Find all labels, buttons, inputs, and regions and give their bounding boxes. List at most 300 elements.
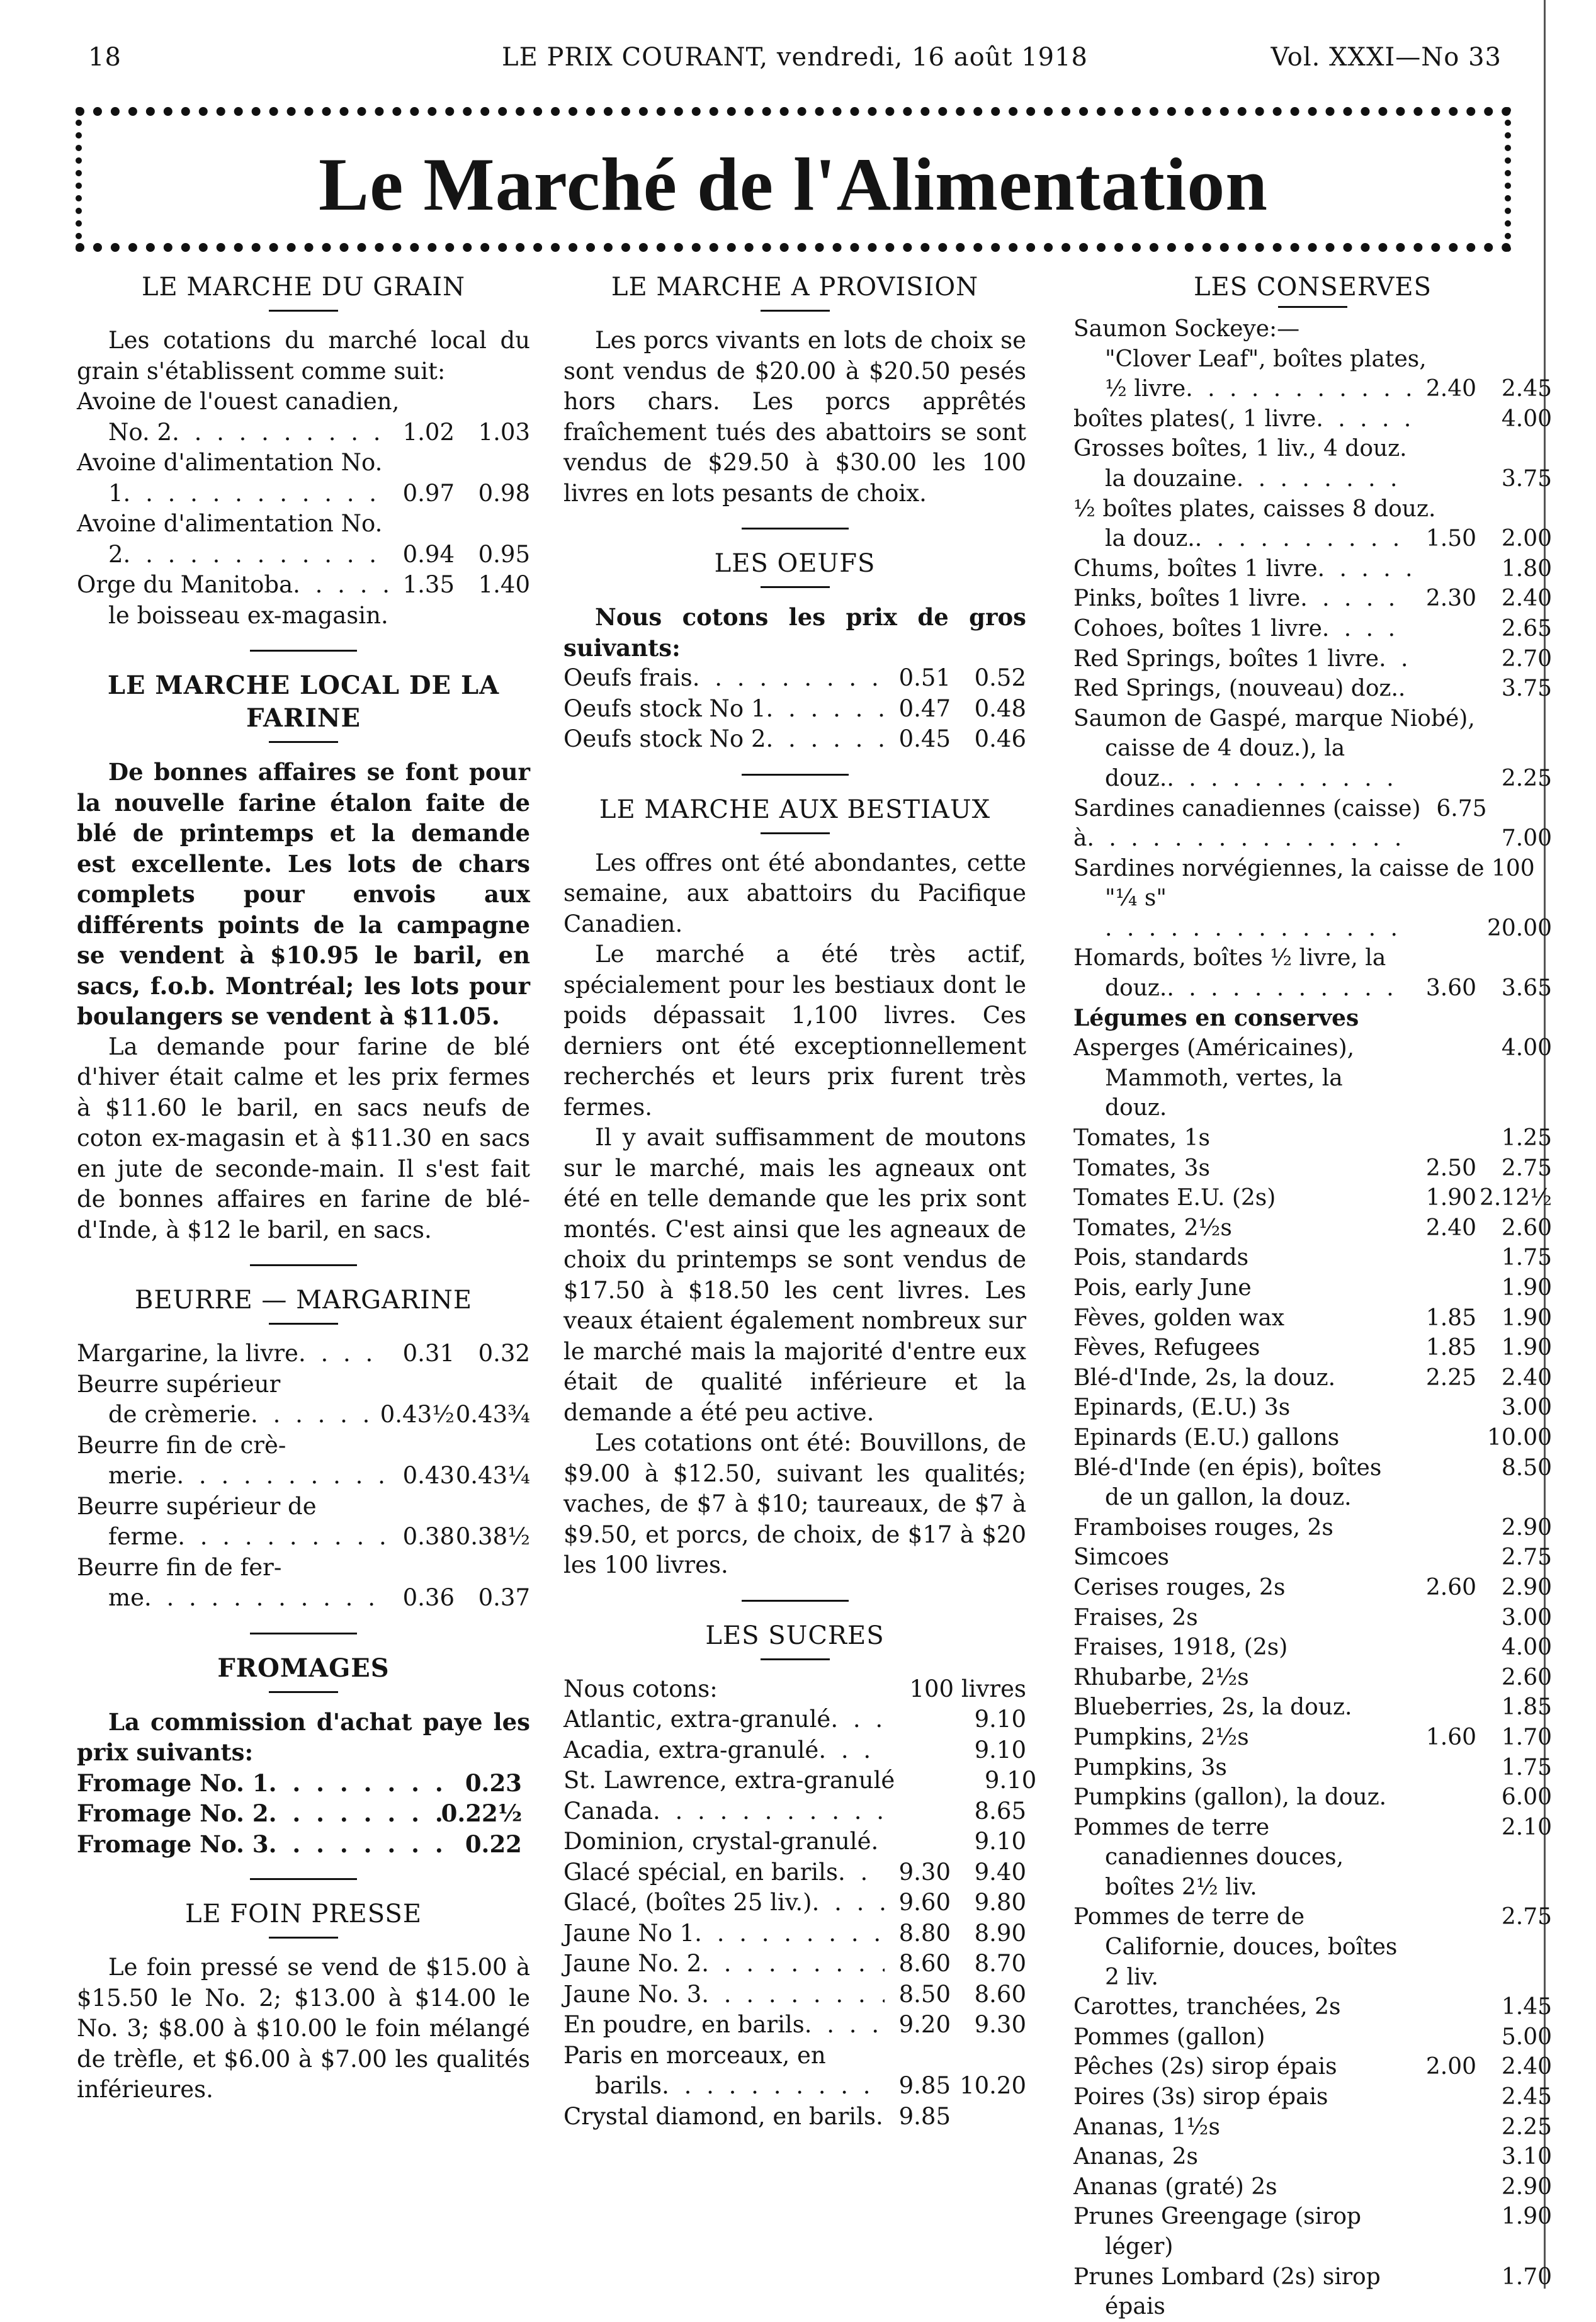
legume-row [1073, 1123, 1552, 1153]
sucre-label-sub: barils [595, 2072, 662, 2099]
conserve-label: Sardines canadiennes (caisse) [1073, 795, 1421, 822]
price-high: 2.60 [1501, 1215, 1552, 1241]
legume-label: Ananas, 2s [1073, 2144, 1199, 2170]
price-low: 2.30 [1425, 586, 1476, 612]
price-low: 2.60 [1425, 1574, 1476, 1600]
price-low: 0.38 [402, 1523, 455, 1550]
grain-row [77, 509, 530, 570]
price-low: 2.00 [1425, 2054, 1476, 2080]
grain-row-sub: No. 2 [108, 418, 173, 446]
oeufs-row [563, 663, 1026, 694]
legume-row [1073, 1303, 1552, 1334]
sucre-label: Atlantic, extra-granulé [563, 1706, 831, 1733]
sucres-intro-right: 100 livres [909, 1675, 1026, 1702]
beurre-row [77, 1492, 530, 1553]
price-high: 2.45 [1501, 2084, 1552, 2110]
legume-label: Blé-d'Inde (en épis), boîtes de un gallon, la douz. [1073, 1454, 1382, 1511]
price-high: 9.80 [974, 1889, 1026, 1916]
price-high: 6.00 [1501, 1784, 1552, 1811]
price-low: 2.50 [1425, 1155, 1476, 1181]
conserve-row [1073, 854, 1552, 944]
price-low: 0.45 [898, 725, 951, 752]
price-high: 8.65 [974, 1797, 1026, 1825]
price-high: 1.75 [1501, 1245, 1552, 1271]
legume-row [1073, 2172, 1552, 2202]
sucre-label: St. Lawrence, extra-granulé [563, 1767, 895, 1794]
grain-intro: Les cotations du marché local du grain s'établissent comme suit: [77, 327, 530, 385]
oeufs-intro: Nous cotons les prix de gros suivants: [563, 603, 1026, 662]
bestiaux-para-3: Il y avait suffisamment de moutons sur le marché, mais les agneaux ont été en telle demande que les prix sont montés. C'est ainsi que les agneaux de choix du printemps se sont vendus de $17.50 à $18.50 les cent livres. Les veaux étaient également nombreux sur le marché mais la majorité d'entre eux était de qualité inférieure et la demande a été peu active. [563, 1124, 1026, 1426]
price-high: 1.40 [478, 571, 530, 598]
conserve-label-sub: la douz. [1105, 526, 1195, 552]
sucre-row [563, 1949, 1026, 1979]
price-low: 0.31 [402, 1340, 455, 1367]
legume-label: Poires (3s) sirop épais [1073, 2084, 1328, 2110]
legume-label: Epinards, (E.U.) 3s [1073, 1395, 1291, 1421]
legume-label: Pommes (gallon) [1073, 2024, 1265, 2050]
legume-row [1073, 1183, 1552, 1213]
foin-heading: LE FOIN PRESSE [184, 1900, 422, 1928]
sucre-row [563, 1735, 1026, 1766]
price-low: 1.60 [1425, 1724, 1476, 1750]
legume-label: Pumpkins, 3s [1073, 1754, 1227, 1781]
conserve-label: Chums, boîtes 1 livre [1073, 555, 1318, 582]
price-high: 3.75 [1501, 676, 1552, 702]
volume-number: Vol. XXXI—No 33 [1271, 43, 1502, 72]
price-high: 5.00 [1501, 2024, 1552, 2050]
price-high: 9.10 [974, 1828, 1026, 1855]
price-high: 1.75 [1501, 1754, 1552, 1781]
section-rule [250, 650, 357, 652]
provision-heading: LE MARCHE A PROVISION [611, 273, 979, 302]
price-low: 9.85 [898, 2102, 951, 2130]
saumon-title: Saumon Sockeye:— [1073, 316, 1300, 342]
sucre-row [563, 1857, 1026, 1888]
sucres-intro-left: Nous cotons: [563, 1675, 718, 1702]
price-high: 20.00 [1486, 915, 1552, 941]
conserve-label-sub: ½ livre [1105, 376, 1186, 402]
sucre-row [563, 1826, 1026, 1857]
heading-rule [269, 1323, 338, 1325]
legume-row [1073, 2112, 1552, 2143]
oeufs-label: Oeufs stock No 1 [563, 694, 766, 722]
oeufs-heading: LES OEUFS [714, 549, 876, 578]
price-high: 1.90 [1501, 1275, 1552, 1301]
sucre-row [563, 1765, 1037, 1796]
conserve-label-sub: douz. [1105, 975, 1167, 1002]
sucre-label: Glacé spécial, en barils [563, 1858, 838, 1886]
grain-row-label: Avoine d'alimentation No. [77, 510, 383, 537]
price-high: 10.00 [1486, 1424, 1552, 1451]
heading-rule [761, 310, 830, 312]
bestiaux-para-4: Les cotations ont été: Bouvillons, de $9.00 à $12.50, suivant les qualités; vaches, de $7 à $10; taureaux, de $7 à $9.50, et porcs, de choix, de $17 à $20 les 100 livres. [563, 1429, 1026, 1578]
legume-row [1073, 1723, 1552, 1753]
legume-row [1073, 1692, 1552, 1723]
conserve-row [1073, 584, 1552, 614]
oeufs-label: Oeufs frais [563, 664, 693, 691]
legume-row [1073, 1393, 1552, 1423]
price-high: 3.65 [1501, 975, 1552, 1002]
conserve-row [1073, 644, 1552, 674]
price-low: 2.40 [1425, 376, 1476, 402]
price-low: 0.97 [402, 479, 455, 507]
conserve-row [1073, 494, 1552, 554]
grain-row [77, 570, 530, 601]
fromage-row [77, 1798, 530, 1829]
fromage-row [77, 1829, 530, 1860]
price-high: 2.90 [1501, 1574, 1552, 1600]
section-rule [250, 1264, 357, 1266]
price-low: 1.85 [1425, 1335, 1476, 1361]
conserve-label: à [1073, 825, 1087, 852]
price-low: 3.60 [1425, 975, 1476, 1002]
price-high: 3.00 [1501, 1395, 1552, 1421]
heading-rule [269, 1937, 338, 1939]
price-high: 8.90 [974, 1919, 1026, 1947]
conserve-row [1073, 344, 1552, 404]
legume-label: Asperges (Américaines), Mammoth, vertes, la douz. [1073, 1035, 1355, 1121]
legume-label: Fèves, Refugees [1073, 1335, 1260, 1361]
conserve-row [1073, 614, 1552, 644]
sucre-label: En poudre, en barils [563, 2011, 805, 2038]
beurre-row-label: Beurre supérieur [77, 1370, 281, 1398]
legume-row [1073, 1782, 1552, 1813]
legume-label: Tomates E.U. (2s) [1073, 1185, 1276, 1211]
price-high: 0.95 [478, 540, 530, 568]
price-high: 1.85 [1501, 1694, 1552, 1721]
beurre-heading: BEURRE — MARGARINE [134, 1286, 473, 1315]
grain-note: le boisseau ex-magasin. [108, 601, 388, 629]
fromage-label: Fromage No. 1 [77, 1769, 269, 1797]
conserve-label: Cohoes, boîtes 1 livre [1073, 615, 1322, 642]
masthead-title: Le Marché de l'Alimentation [319, 142, 1268, 226]
beurre-row-sub: de crèmerie [108, 1401, 251, 1428]
legume-label: Blé-d'Inde, 2s, la douz. [1073, 1364, 1336, 1391]
legume-label: Simcoes [1073, 1544, 1169, 1571]
conserve-label: "Clover Leaf", boîtes plates, [1105, 346, 1427, 372]
legume-label: Epinards (E.U.) gallons [1073, 1424, 1340, 1451]
price-high: 2.75 [1501, 1544, 1552, 1571]
sucre-label: Jaune No. 3 [563, 1980, 702, 2008]
legume-label: Prunes Greengage (sirop léger) [1073, 2204, 1362, 2260]
legume-row [1073, 2262, 1552, 2322]
legume-label: Pêches (2s) sirop épais [1073, 2054, 1337, 2080]
beurre-row-label: Beurre fin de fer- [77, 1553, 282, 1581]
price-low: 9.60 [898, 1889, 951, 1916]
heading-rule [761, 832, 830, 834]
sucre-label: Canada [563, 1797, 654, 1825]
farine-heading: LE MARCHE LOCAL DE LA FARINE [107, 671, 500, 733]
legume-row [1073, 1153, 1552, 1184]
legume-label: Fraises, 1918, (2s) [1073, 1634, 1288, 1661]
price-low: 9.20 [898, 2011, 951, 2038]
price-low: 1.85 [1425, 1305, 1476, 1331]
price-high: 2.75 [1501, 1904, 1552, 1930]
legume-row [1073, 1033, 1552, 1123]
legume-row [1073, 1213, 1552, 1243]
conserve-row [1073, 824, 1552, 854]
column-2 [563, 271, 1037, 2132]
price-high: 1.80 [1501, 555, 1552, 582]
fromage-row [77, 1768, 530, 1799]
price-high: 2.65 [1501, 615, 1552, 642]
price-high: 0.32 [478, 1340, 530, 1367]
grain-row-sub: 1 [108, 479, 123, 507]
price-high: 0.52 [974, 664, 1026, 691]
publication-line: LE PRIX COURANT, vendredi, 16 août 1918 [502, 43, 1088, 72]
price-high: 9.10 [974, 1706, 1026, 1733]
price-high: 1.03 [478, 418, 530, 446]
section-rule [742, 528, 849, 530]
legume-row [1073, 2082, 1552, 2112]
legume-row [1073, 1992, 1552, 2022]
sucre-row [563, 2010, 1026, 2041]
oeufs-row [563, 694, 1026, 725]
price-low: 8.60 [898, 1950, 951, 1977]
oeufs-row [563, 724, 1026, 755]
price-high: 3.10 [1501, 2144, 1552, 2170]
legume-label: Cerises rouges, 2s [1073, 1574, 1286, 1600]
price-high: 2.25 [1501, 2114, 1552, 2140]
legume-label: Ananas, 1½s [1073, 2114, 1220, 2140]
section-rule [250, 1633, 357, 1634]
price-low: 0.43 [402, 1462, 455, 1489]
sucre-row [563, 1796, 1026, 1827]
conserve-row [1073, 674, 1552, 704]
sucre-row [563, 1888, 1026, 1918]
farine-para-1: De bonnes affaires se font pour la nouvelle farine étalon faite de blé de printemps et la demande est excellente. Les lots de chars complets pour envois aux différents points de la campagne se vendent à $10.95 le baril, en sacs, f.o.b. Montréal; les lots pour boulangers se vendent à $11.05. [77, 758, 530, 1030]
sucre-row [563, 1979, 1026, 2010]
legume-row [1073, 1273, 1552, 1303]
price-high: 2.00 [1501, 526, 1552, 552]
price-low: 0.43½ [380, 1401, 455, 1428]
bestiaux-para-2: Le marché a été très actif, spécialement pour les bestiaux dont le poids dépassait 1,100 livres. Ces derniers ont été exceptionnellement recherchés et leurs prix furent très fermes. [563, 941, 1026, 1121]
sucre-row [563, 2041, 1026, 2102]
legumes-title: Légumes en conserves [1073, 1004, 1359, 1031]
sucre-label: Jaune No. 2 [563, 1950, 702, 1977]
legumes-list [1073, 1033, 1552, 2322]
beurre-row-label: Beurre fin de crè- [77, 1431, 286, 1459]
legume-label: Tomates, 1s [1073, 1125, 1211, 1152]
grain-row-sub: 2 [108, 540, 123, 568]
price-low: 1.90 [1425, 1185, 1476, 1211]
price-high: 2.70 [1501, 645, 1552, 672]
sucre-label: Acadia, extra-granulé [563, 1736, 819, 1764]
legume-row [1073, 1603, 1552, 1633]
price-high: 0.38½ [455, 1523, 530, 1550]
legume-label: Pumpkins (gallon), la douz. [1073, 1784, 1387, 1811]
conserve-row [1073, 794, 1552, 824]
price-high: 0.37 [478, 1584, 530, 1611]
legume-label: Ananas (graté) 2s [1073, 2173, 1277, 2200]
sucre-label: Jaune No 1 [563, 1919, 695, 1947]
price-high: 9.40 [974, 1858, 1026, 1886]
price-high: 2.40 [1501, 1364, 1552, 1391]
fromages-intro: La commission d'achat paye les prix suivants: [77, 1708, 530, 1766]
section-rule [250, 1878, 357, 1880]
conserve-label: boîtes plates(, 1 livre [1073, 405, 1316, 432]
running-header [88, 43, 1502, 81]
sucre-label: Glacé, (boîtes 25 liv.) [563, 1889, 812, 1916]
beurre-row [77, 1430, 530, 1492]
legume-row [1073, 2052, 1552, 2082]
price: 0.22½ [441, 1799, 523, 1827]
provision-para: Les porcs vivants en lots de choix se sont vendus de $20.00 à $20.50 pesés hors chars. Les porcs apprêtés fraîchement tués des abattoirs se sont vendus de $29.50 à $30.00 les 100 livres en lots pesants de choix. [563, 327, 1026, 507]
sucres-intro [563, 1674, 1026, 1705]
conserve-label: ½ boîtes plates, caisses 8 douz. [1073, 496, 1436, 522]
legume-row [1073, 1543, 1552, 1573]
column-3 [1073, 271, 1552, 2322]
price-high: 9.30 [974, 2011, 1026, 2038]
legume-row [1073, 2202, 1552, 2262]
price-high: 0.43¾ [455, 1401, 530, 1428]
legume-row [1073, 1423, 1552, 1453]
farine-para-2: La demande pour farine de blé d'hiver était calme et les prix fermes à $11.60 le baril, en sacs neufs de coton ex-magasin et à $11.30 en sacs en jute de seconde-main. Il s'est fait de bonnes affaires en farine de blé-d'Inde, à $12 le baril, en sacs. [77, 1033, 530, 1243]
conserves-heading: LES CONSERVES [1193, 273, 1432, 302]
price-high: 3.00 [1501, 1604, 1552, 1631]
price-high: 8.60 [974, 1980, 1026, 2008]
price-high: 2.60 [1501, 1664, 1552, 1691]
grain-row [77, 387, 530, 448]
price-high: 4.00 [1501, 1035, 1552, 1062]
price-high: 1.25 [1501, 1125, 1552, 1152]
price-low: 0.94 [402, 540, 455, 568]
price-high: 0.46 [974, 725, 1026, 752]
sucre-label: Paris en morceaux, en [563, 2041, 826, 2069]
legume-row [1073, 1513, 1552, 1543]
price-low: 9.85 [898, 2072, 951, 2099]
price-high: 4.00 [1501, 405, 1552, 432]
price-high: 2.90 [1501, 1514, 1552, 1541]
price-high: 2.45 [1501, 376, 1552, 402]
bestiaux-heading: LE MARCHE AUX BESTIAUX [599, 795, 991, 824]
legume-label: Framboises rouges, 2s [1073, 1514, 1333, 1541]
legume-row [1073, 1633, 1552, 1663]
heading-rule [1278, 306, 1347, 308]
page-number: 18 [88, 43, 122, 72]
legume-row [1073, 1813, 1552, 1903]
price-high: 0.98 [478, 479, 530, 507]
price-high: 8.70 [974, 1950, 1026, 1977]
heading-rule [269, 310, 338, 312]
legume-row [1073, 1243, 1552, 1273]
conserve-label: Red Springs, boîtes 1 livre [1073, 645, 1379, 672]
price-high: 0.43¼ [455, 1462, 530, 1489]
conserve-row [1073, 404, 1552, 434]
legume-row [1073, 1902, 1552, 1992]
legume-row [1073, 1573, 1552, 1603]
sucre-label: Crystal diamond, en barils [563, 2102, 876, 2130]
price-high: 7.00 [1501, 825, 1552, 852]
legume-row [1073, 1453, 1552, 1513]
legume-label: Fraises, 2s [1073, 1604, 1198, 1631]
price-high: 1.70 [1501, 1724, 1552, 1750]
price-high: 10.20 [959, 2072, 1026, 2099]
legume-row [1073, 1333, 1552, 1363]
grain-row-label: Avoine d'alimentation No. [77, 449, 383, 476]
price-low: 1.50 [1425, 526, 1476, 552]
legume-label: Pumpkins, 2½s [1073, 1724, 1249, 1750]
section-rule [742, 1600, 849, 1602]
price-high: 9.10 [984, 1767, 1037, 1794]
price-high: 1.70 [1501, 2263, 1552, 2290]
price-low: 8.80 [898, 1919, 951, 1947]
price-low: 2.25 [1425, 1364, 1476, 1391]
legume-label: Pois, standards [1073, 1245, 1249, 1271]
legume-row [1073, 1663, 1552, 1693]
heading-rule [761, 586, 830, 588]
price-high: 2.90 [1501, 2173, 1552, 2200]
legume-label: Fèves, golden wax [1073, 1305, 1285, 1331]
price-low: 2.40 [1425, 1215, 1476, 1241]
beurre-row [77, 1339, 530, 1369]
price-high: 2.75 [1501, 1155, 1552, 1181]
legume-label: Pommes de terre de Californie, douces, boîtes 2 liv. [1073, 1904, 1398, 1990]
sucre-label: Dominion, crystal-granulé [563, 1828, 871, 1855]
fromage-label: Fromage No. 3 [77, 1830, 269, 1858]
price: 0.23 [465, 1769, 522, 1797]
section-rule [742, 774, 849, 776]
price-high: 2.40 [1501, 2054, 1552, 2080]
price-low: 6.75 [1436, 795, 1487, 822]
price-high: 4.00 [1501, 1634, 1552, 1661]
price-low: 0.36 [402, 1584, 455, 1611]
legume-label: Blueberries, 2s, la douz. [1073, 1694, 1352, 1721]
legume-label: Prunes Lombard (2s) sirop épais [1073, 2263, 1381, 2320]
price-high: 2.12½ [1479, 1185, 1552, 1211]
conserve-label: Homards, boîtes ½ livre, la [1073, 945, 1386, 971]
heading-rule [761, 1658, 830, 1660]
beurre-row-label: Beurre supérieur de [77, 1492, 317, 1520]
conserve-label: Saumon de Gaspé, marque Niobé), caisse de 4 douz.), la [1073, 705, 1475, 762]
sucre-row [563, 2102, 1026, 2132]
conserve-label: Red Springs, (nouveau) doz. [1073, 676, 1398, 702]
legume-label: Carottes, tranchées, 2s [1073, 1994, 1341, 2020]
price-low: 1.35 [402, 571, 455, 598]
grain-row-label: Orge du Manitoba [77, 571, 293, 598]
beurre-row [77, 1553, 530, 1614]
price-high: 1.90 [1501, 1335, 1552, 1361]
price-low: 0.47 [898, 694, 951, 722]
legume-label: Tomates, 2½s [1073, 1215, 1232, 1241]
heading-rule [269, 1691, 338, 1693]
conserve-label-sub: douz. [1105, 765, 1167, 791]
conserve-row [1073, 704, 1552, 794]
price-high: 2.25 [1501, 765, 1552, 791]
legume-label: Tomates, 3s [1073, 1155, 1211, 1181]
price-high: 2.40 [1501, 586, 1552, 612]
price-low: 0.51 [898, 664, 951, 691]
grain-heading: LE MARCHE DU GRAIN [141, 273, 466, 302]
price-high: 0.48 [974, 694, 1026, 722]
sucres-heading: LES SUCRES [705, 1621, 885, 1650]
price-low: 1.02 [402, 418, 455, 446]
column-1 [77, 271, 530, 2105]
beurre-row-label: Margarine, la livre [77, 1340, 298, 1367]
sucre-row [563, 1918, 1026, 1949]
legume-row [1073, 1753, 1552, 1783]
price-high: 9.10 [974, 1736, 1026, 1764]
legume-row [1073, 2142, 1552, 2172]
conserve-label: Grosses boîtes, 1 liv., 4 douz. [1073, 436, 1407, 462]
conserve-label: Pinks, boîtes 1 livre [1073, 586, 1301, 612]
heading-rule [269, 741, 338, 743]
bestiaux-para-1: Les offres ont été abondantes, cette semaine, aux abattoirs du Pacifique Canadien. [563, 849, 1026, 937]
conserve-row [1073, 434, 1552, 494]
conserve-label: Sardines norvégiennes, la caisse de 100 "¼ s" [1073, 855, 1535, 912]
conserve-label-sub: la douzaine [1105, 465, 1237, 492]
price-high: 1.90 [1501, 1305, 1552, 1331]
